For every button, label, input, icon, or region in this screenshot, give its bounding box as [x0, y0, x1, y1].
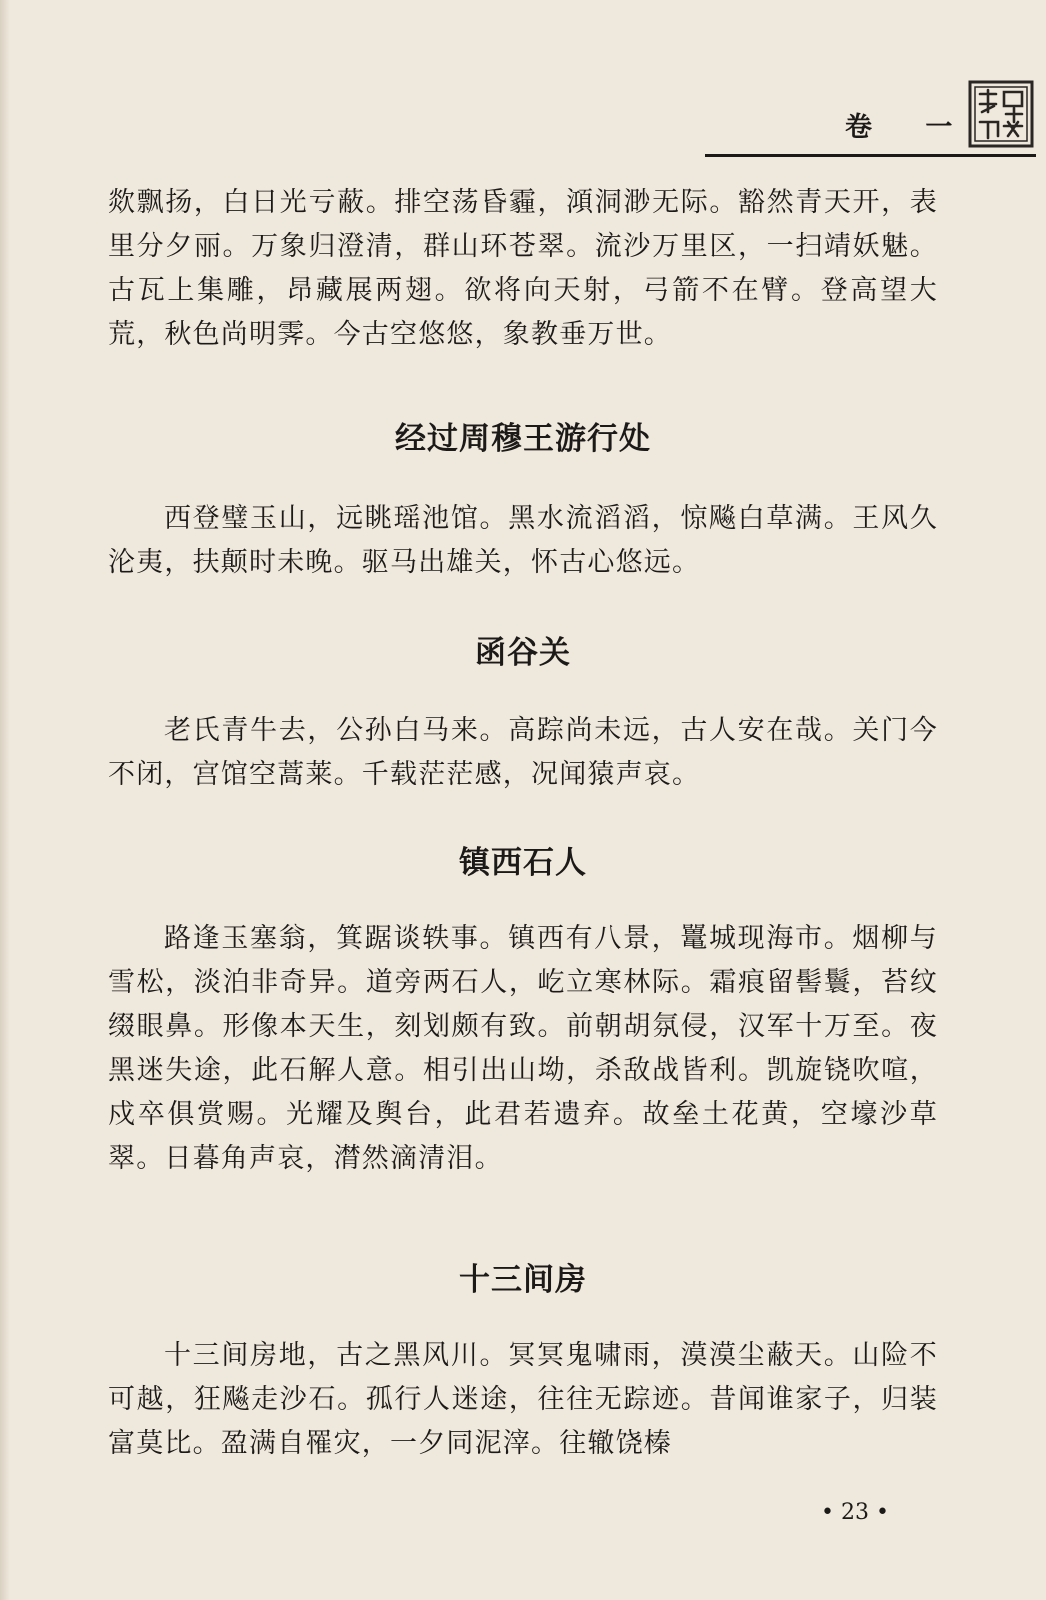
seal-stamp-icon [966, 78, 1036, 150]
page-number: • 23 • [821, 1500, 889, 1525]
poem-body [108, 497, 938, 585]
header-rule [705, 154, 1036, 157]
running-head: 卷 一 [845, 112, 975, 143]
poem-title: 经过周穆王游行处 [395, 421, 651, 457]
poem-text: 十三间房地，古之黑风川。冥冥鬼啸雨，漠漠尘蔽天。山险不可越，狂飚走沙石。孤行人迷途，往往无踪迹。昔闻谁家子，归装富莫比。盈满自罹灾，一夕同泥滓。往辙饶榛 [108, 1340, 938, 1459]
poem-body [108, 1334, 938, 1466]
continuation-block [108, 181, 938, 357]
poem-body [108, 917, 938, 1181]
poem-text: 老氏青牛去，公孙白马来。高踪尚未远，古人安在哉。关门今不闭，宫馆空蒿莱。千载茫茫感，况闻猿声哀。 [108, 715, 938, 790]
poem-title: 十三间房 [459, 1262, 587, 1298]
poem-text: 路逢玉塞翁，箕踞谈轶事。镇西有八景，鼍城现海市。烟柳与雪松，淡泊非奇异。道旁两石人，屹立寒林际。霜痕留髻鬟，苔纹缀眼鼻。形像本天生，刻划颇有致。前朝胡氛侵，汉军十万至。夜黑迷失途，此石解人意。相引出山坳，杀敌战皆利。凯旋铙吹喧，戍卒俱赏赐。光耀及舆台，此君若遗弃。故垒土花黄，空壕沙草翠。日暮角声哀，潸然滴清泪。 [108, 923, 938, 1174]
poem-body [108, 709, 938, 797]
continuation-text: 欻飘扬，白日光亏蔽。排空荡昏霾，澒洞渺无际。豁然青天开，表里分夕丽。万象归澄清，群山环苍翠。流沙万里区，一扫靖妖魅。古瓦上集雕，昂藏展两翅。欲将向天射，弓箭不在臂。登高望大荒，秋色尚明霁。今古空悠悠，象教垂万世。 [108, 187, 938, 350]
poem-text: 西登璧玉山，远眺瑶池馆。黑水流滔滔，惊飚白草满。王风久沦夷，扶颠时未晚。驱马出雄关，怀古心悠远。 [108, 503, 938, 578]
page-spine-shadow [0, 0, 10, 1600]
poem-title: 镇西石人 [459, 845, 587, 881]
poem-title: 函谷关 [475, 635, 571, 671]
